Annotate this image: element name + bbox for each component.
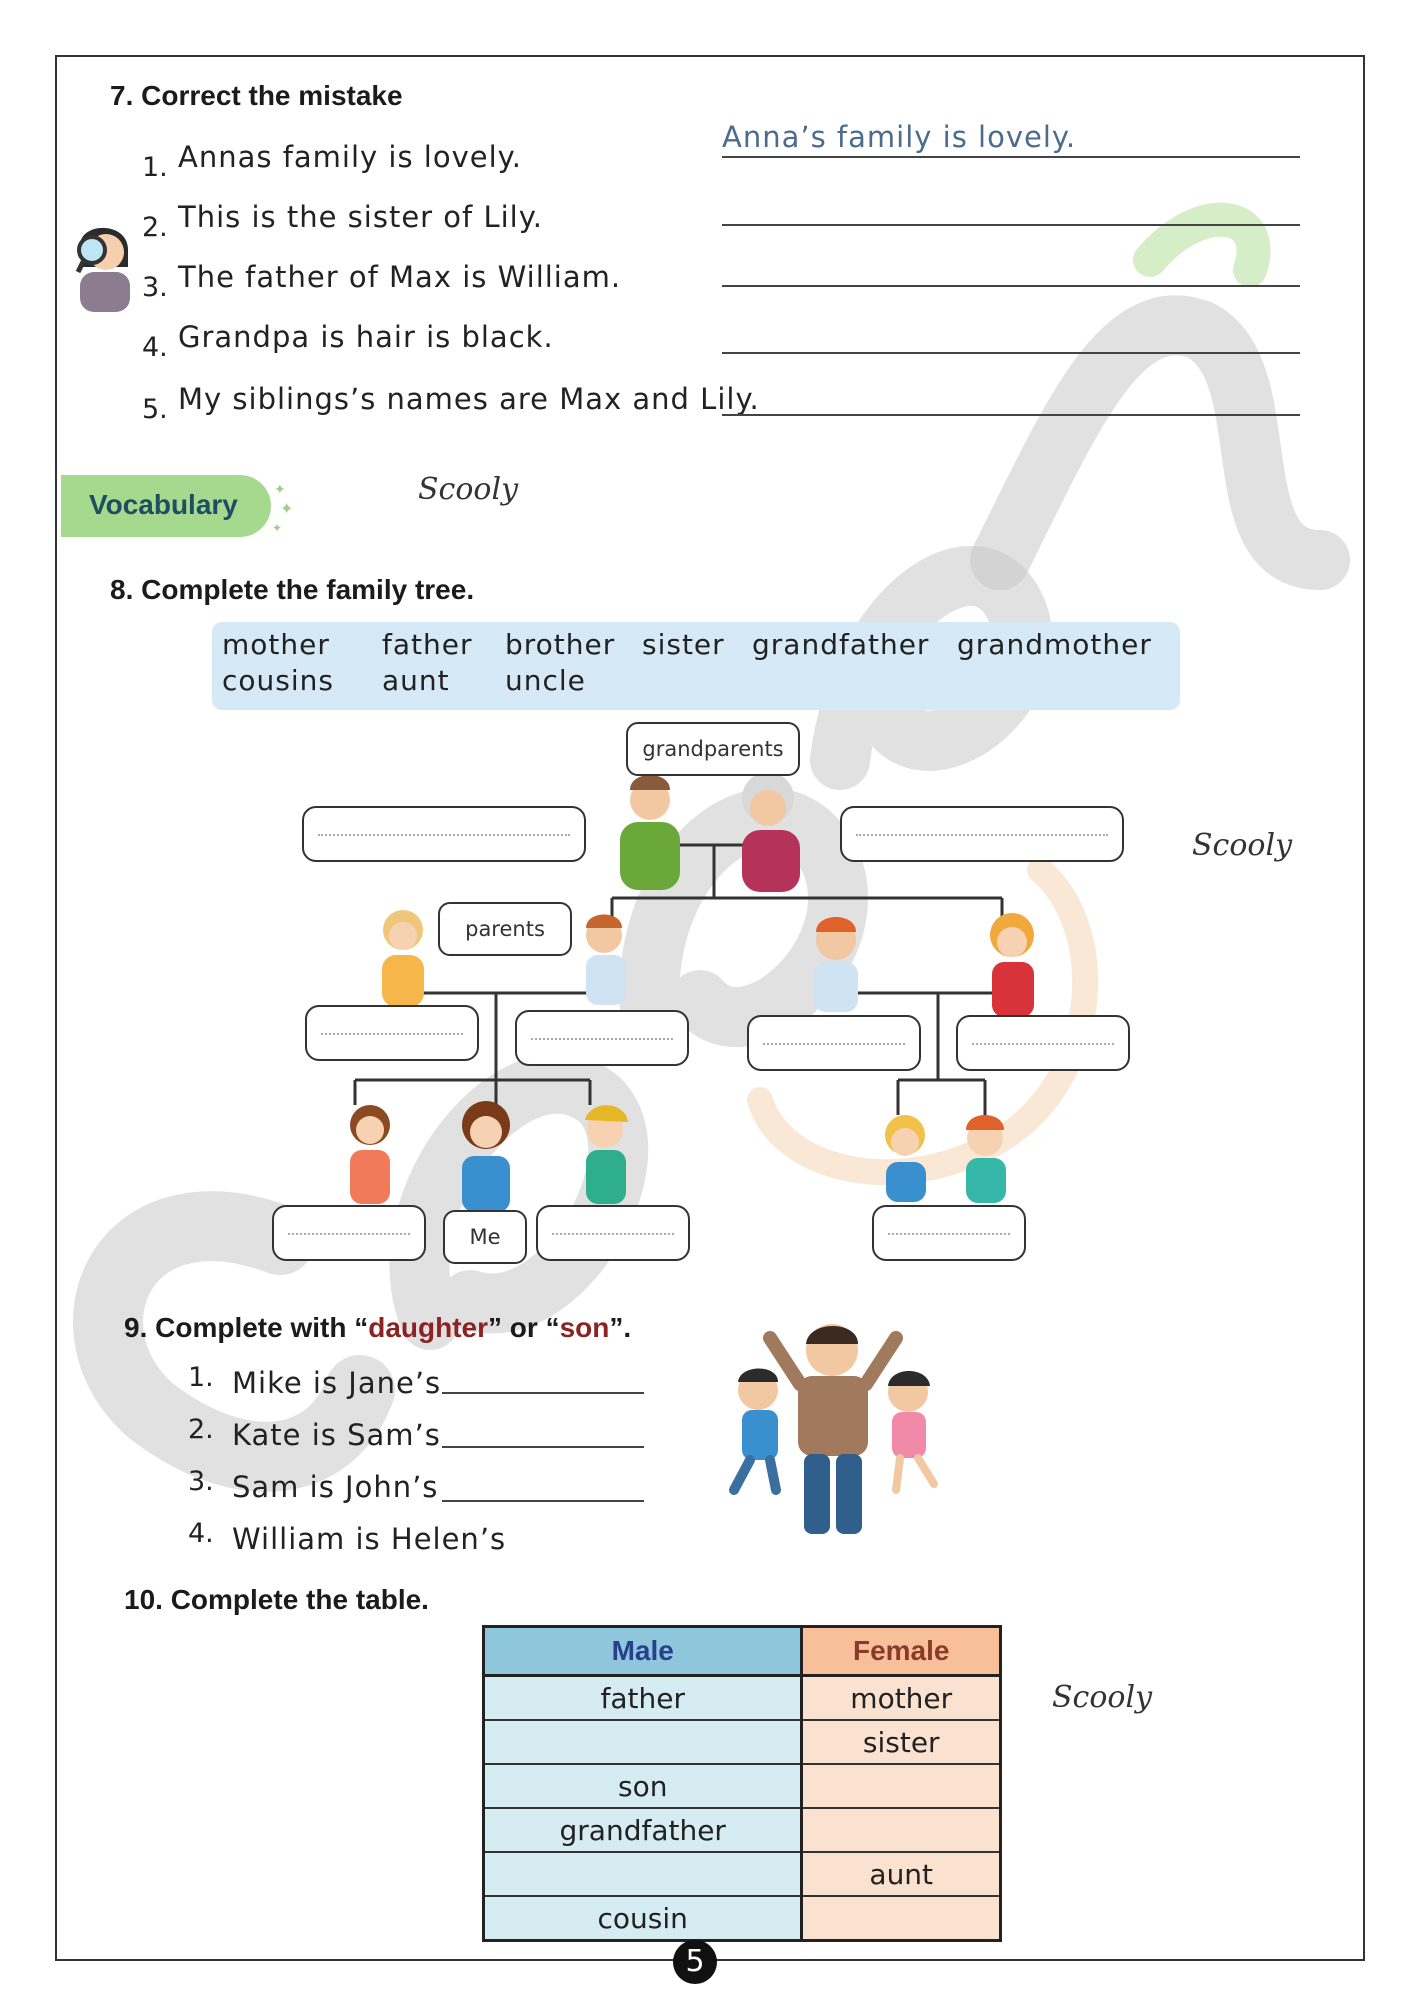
item7-1-sentence: Annas family is lovely. xyxy=(178,140,522,174)
male-cell: son xyxy=(484,1764,802,1808)
me-figure xyxy=(462,1101,510,1212)
tree-answer-box-father[interactable] xyxy=(515,1010,689,1066)
female-cell: mother xyxy=(802,1676,1001,1721)
word-bank-item: aunt xyxy=(382,664,450,697)
grandmother-figure xyxy=(742,772,800,892)
tree-answer-box-brother[interactable] xyxy=(536,1205,690,1261)
svg-text:✦: ✦ xyxy=(274,482,286,498)
word-bank-item: cousins xyxy=(222,664,334,697)
grandparents-label: grandparents xyxy=(626,722,800,776)
male-header: Male xyxy=(484,1627,802,1676)
table-row xyxy=(484,1808,1001,1852)
scooly-logo: Scooly xyxy=(1052,1680,1153,1715)
tree-answer-box-mother[interactable] xyxy=(305,1005,479,1061)
word-bank-item: sister xyxy=(642,628,725,661)
sister-figure xyxy=(350,1105,390,1204)
scooly-logo: Scooly xyxy=(418,472,519,507)
svg-text:✦: ✦ xyxy=(272,521,283,534)
male-female-table xyxy=(482,1625,1002,1942)
female-cell: aunt xyxy=(802,1852,1001,1896)
word-bank-item: father xyxy=(382,628,473,661)
section8-title: 8. Complete the family tree. xyxy=(110,574,475,605)
section9-title-suffix: ”. xyxy=(609,1312,632,1343)
cousin-girl-figure xyxy=(885,1115,926,1202)
male-cell[interactable] xyxy=(484,1720,802,1764)
item9-2-number: 2. xyxy=(188,1414,214,1445)
cousin-boy-figure xyxy=(966,1115,1006,1203)
parents-label: parents xyxy=(438,902,572,956)
svg-text:✦: ✦ xyxy=(280,499,294,518)
item9-2-answer-line[interactable] xyxy=(442,1446,644,1448)
brother-figure xyxy=(585,1105,628,1204)
vocabulary-label: Vocabulary xyxy=(89,489,238,520)
female-cell[interactable] xyxy=(802,1808,1001,1852)
item7-4-number: 4. xyxy=(142,332,168,363)
female-cell: sister xyxy=(802,1720,1001,1764)
page-number: 5 xyxy=(673,1940,717,1984)
female-cell[interactable] xyxy=(802,1764,1001,1808)
word-bank-item: grandmother xyxy=(957,628,1152,661)
scooly-logo: Scooly xyxy=(1192,828,1293,863)
item7-2-number: 2. xyxy=(142,212,168,243)
item9-1-answer-line[interactable] xyxy=(442,1392,644,1394)
word-daughter: daughter xyxy=(368,1312,489,1343)
item9-4-number: 4. xyxy=(188,1518,214,1549)
word-bank-item: uncle xyxy=(505,664,586,697)
female-cell[interactable] xyxy=(802,1896,1001,1941)
item9-1-sentence: Mike is Jane’s xyxy=(232,1366,442,1400)
item9-1-number: 1. xyxy=(188,1362,214,1393)
table-row xyxy=(484,1676,1001,1721)
female-header: Female xyxy=(802,1627,1001,1676)
tree-answer-box-grandmother[interactable] xyxy=(840,806,1124,862)
item7-1-answer[interactable]: Anna’s family is lovely. xyxy=(722,120,1077,154)
tree-answer-box-grandfather[interactable] xyxy=(302,806,586,862)
table-row xyxy=(484,1896,1001,1941)
item7-3-number: 3. xyxy=(142,272,168,303)
word-bank-item: grandfather xyxy=(752,628,930,661)
male-cell: father xyxy=(484,1676,802,1721)
word-bank-item: mother xyxy=(222,628,330,661)
item9-3-answer-line[interactable] xyxy=(442,1500,644,1502)
table-row xyxy=(484,1764,1001,1808)
item9-3-sentence: Sam is John’s xyxy=(232,1470,439,1504)
male-cell[interactable] xyxy=(484,1852,802,1896)
item7-5-sentence: My siblings’s names are Max and Lily. xyxy=(178,382,760,416)
male-cell: cousin xyxy=(484,1896,802,1941)
item9-4-sentence: William is Helen’s xyxy=(232,1522,507,1556)
tree-answer-box-sister[interactable] xyxy=(272,1205,426,1261)
item7-4-sentence: Grandpa is hair is black. xyxy=(178,320,554,354)
aunt-figure xyxy=(990,913,1034,1017)
table-row xyxy=(484,1720,1001,1764)
section10-title: 10. Complete the table. xyxy=(124,1584,429,1615)
section9-title xyxy=(124,1312,631,1344)
uncle-figure xyxy=(814,917,858,1012)
father-children-illustration xyxy=(720,1320,950,1540)
male-cell: grandfather xyxy=(484,1808,802,1852)
tree-answer-box-cousins[interactable] xyxy=(872,1205,1026,1261)
item9-2-sentence: Kate is Sam’s xyxy=(232,1418,441,1452)
item7-3-sentence: The father of Max is William. xyxy=(178,260,622,294)
section9-title-middle: ” or “ xyxy=(488,1312,560,1343)
mother-figure xyxy=(382,910,424,1007)
word-bank-item: brother xyxy=(505,628,616,661)
item7-2-sentence: This is the sister of Lily. xyxy=(178,200,543,234)
item7-1-number: 1. xyxy=(142,152,168,183)
word-son: son xyxy=(559,1312,610,1343)
me-label: Me xyxy=(443,1210,527,1264)
father-figure xyxy=(586,915,626,1006)
item9-3-number: 3. xyxy=(188,1466,214,1497)
item7-5-number: 5. xyxy=(142,394,168,425)
table-row xyxy=(484,1852,1001,1896)
grandfather-figure xyxy=(620,775,680,890)
section7-title: 7. Correct the mistake xyxy=(110,80,403,111)
tree-answer-box-uncle[interactable] xyxy=(747,1015,921,1071)
tree-answer-box-aunt[interactable] xyxy=(956,1015,1130,1071)
section9-title-prefix: 9. Complete with “ xyxy=(124,1312,369,1343)
